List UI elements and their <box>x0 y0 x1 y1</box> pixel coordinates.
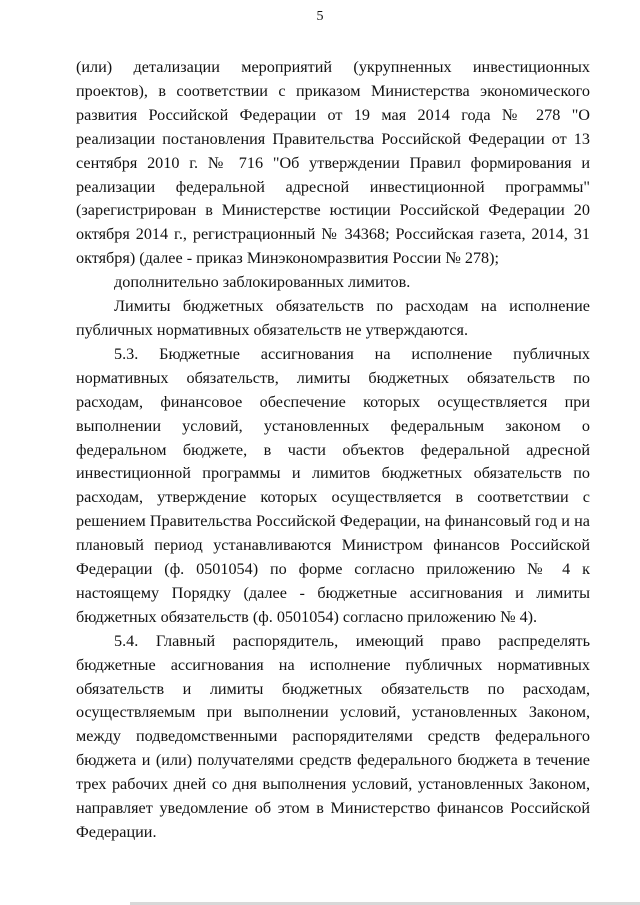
page-number: 5 <box>316 9 324 24</box>
paragraph-5-4: 5.4. Главный распорядитель, имеющий право распределять бюджетные ассигнования на исполнение публичных нормативных обязательств и лимиты бюджетных обязательств по расходам, осуществляемым при выполнении условий, установленных Законом, между подведомственными распорядителями средств федерального бюджета и (или) получателями средств федерального бюджета в течение трех рабочих дней со дня выполнения условий, установленных Законом, направляет уведомление об этом в Министерство финансов Российской Федерации. <box>76 631 590 841</box>
paragraph-limits-not-approved: Лимиты бюджетных обязательств по расходам на исполнение публичных нормативных обязательств не утверждаются. <box>76 297 590 339</box>
document-text <box>76 56 590 845</box>
paragraph-continuation: (или) детализации мероприятий (укрупненных инвестиционных проектов), в соответствии с приказом Министерства экономического развития Российской Федерации от 19 мая 2014 года № 278 "О реализации постановления Правительства Российской Федерации от 13 сентября 2010 г. № 716 "Об утверждении Правил формирования и реализации федеральной адресной инвестиционной программы" (зарегистрирован в Министерстве юстиции Российской Федерации 20 октября 2014 г., регистрационный № 34368; Российская газета, 2014, 31 октября) (далее - приказ Минэкономразвития России № 278); <box>76 58 590 268</box>
paragraph-blocked-limits: дополнительно заблокированных лимитов. <box>114 273 411 292</box>
paragraph-5-3: 5.3. Бюджетные ассигнования на исполнение публичных нормативных обязательств, лимиты бюджетных обязательств по расходам, финансовое обеспечение которых осуществляется при выполнении условий, установленных федеральным законом о федеральном бюджете, в части объектов федеральной адресной инвестиционной программы и лимитов бюджетных обязательств по расходам, утверждение которых осуществляется в соответствии с решением Правительства Российской Федерации, на финансовый год и на плановый период устанавливаются Министром финансов Российской Федерации (ф. 0501054) по форме согласно приложению № 4 к настоящему Порядку (далее - бюджетные ассигнования и лимиты бюджетных обязательств (ф. 0501054) согласно приложению № 4). <box>76 344 590 626</box>
